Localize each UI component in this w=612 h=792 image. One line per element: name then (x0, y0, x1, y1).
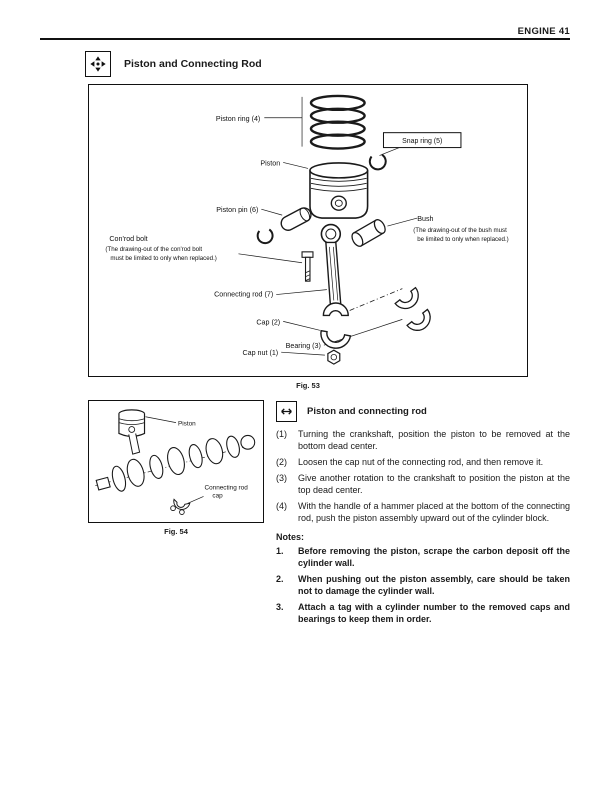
step-number: (3) (276, 473, 287, 484)
bush-note-line1: (The drawing-out of the bush must (413, 226, 507, 234)
fig54-piston-drawing (119, 410, 145, 454)
left-right-arrow-icon (276, 401, 297, 422)
cap-drawing (319, 331, 351, 351)
label-conrod-bolt: Con'rod bolt (109, 234, 148, 243)
left-right-arrow-icon-svg (279, 404, 294, 419)
figure-54-caption: Fig. 54 (164, 527, 188, 536)
procedure-section (276, 401, 570, 630)
label-bush: Bush (417, 215, 434, 224)
label-cap: Cap (2) (256, 318, 281, 327)
conrod-bolt-note-line2: must be limited to only when replaced.) (110, 254, 217, 262)
piston-drawing (310, 163, 368, 218)
figure-53-caption: Fig. 53 (296, 381, 320, 390)
conrod-bolt-note-line1: (The drawing-out of the con'rod bolt (105, 245, 203, 253)
procedure-step-4 (276, 501, 570, 525)
four-arrows-icon-svg (89, 55, 107, 73)
step-number: (4) (276, 501, 287, 512)
note-1 (276, 546, 570, 570)
procedure-step-1 (276, 429, 570, 453)
note-text: Attach a tag with a cylinder number to the removed caps and bearings to keep them in order. (298, 602, 570, 625)
step-text: With the handle of a hammer placed at the bottom of the connecting rod, push the piston assembly upward out of the cylinder block. (298, 501, 570, 524)
bush-drawing (350, 218, 388, 248)
note-text: Before removing the piston, scrape the carbon deposit off the cylinder wall. (298, 546, 570, 568)
procedure-header (276, 401, 570, 422)
note-number: 2. (276, 574, 284, 585)
label-cap-nut: Cap nut (1) (242, 349, 279, 358)
snap-ring-drawing (370, 155, 386, 170)
label-connecting-rod-cap-line1: Connecting rod (204, 484, 248, 492)
page-header: ENGINE 41 (517, 26, 570, 37)
pin-snap-ring-drawing (258, 230, 273, 244)
label-connecting-rod-cap-line2: cap (212, 492, 223, 500)
label-piston-ring: Piston ring (4) (215, 114, 261, 123)
section-header (85, 51, 262, 77)
procedure-title: Piston and connecting rod (307, 406, 427, 417)
procedure-step-3 (276, 473, 570, 497)
bush-note-line2: be limited to only when replaced.) (417, 235, 509, 243)
figure-53 (88, 84, 528, 377)
step-number: (1) (276, 429, 287, 439)
fig54-rod-cap-drawing (171, 499, 190, 514)
note-text: When pushing out the piston assembly, care should be taken not to damage the cylinder wall. (298, 574, 570, 596)
notes-title: Notes: (276, 532, 305, 543)
note-number: 1. (276, 546, 284, 557)
step-text: Turning the crankshaft, position the piston to be removed at the bottom dead center. (298, 429, 570, 451)
procedure-step-2 (276, 457, 570, 469)
note-number: 3. (276, 602, 284, 613)
note-2 (276, 574, 570, 598)
header-rule (40, 38, 570, 40)
label-connecting-rod: Connecting rod (7) (214, 290, 274, 299)
label-fig54-piston: Piston (177, 420, 196, 428)
cap-nut-drawing (328, 350, 340, 364)
four-arrows-icon (85, 51, 111, 77)
label-piston-pin: Piston pin (6) (216, 206, 259, 215)
figure-54 (88, 400, 264, 523)
fig54-drawing (89, 401, 263, 522)
step-text: Give another rotation to the crankshaft to position the piston at the top dead center. (298, 473, 570, 496)
conrod-bolt-drawing (302, 252, 313, 281)
assembly-axis-line (350, 289, 403, 311)
step-text: Loosen the cap nut of the connecting rod, and then remove it. (298, 457, 544, 468)
label-snap-ring: Snap ring (5) (402, 138, 443, 146)
section-title: Piston and Connecting Rod (124, 58, 262, 70)
label-bearing: Bearing (3) (285, 342, 321, 351)
bearing-shells-drawing (395, 288, 435, 336)
note-3 (276, 602, 570, 626)
label-piston: Piston (260, 159, 281, 168)
piston-rings-drawing (311, 96, 365, 149)
connecting-rod-drawing (321, 225, 348, 316)
fig53-drawing (89, 85, 527, 376)
step-number: (2) (276, 457, 287, 468)
piston-pin-drawing (279, 205, 314, 232)
